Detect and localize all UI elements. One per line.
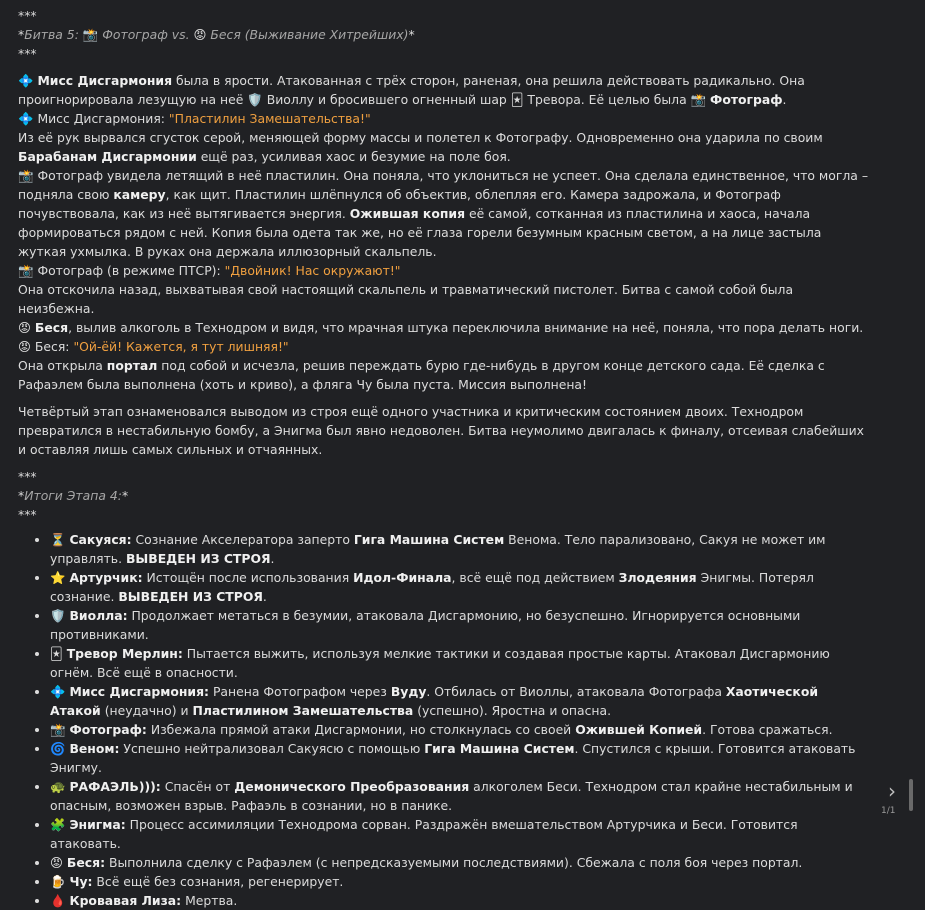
emoji-icon: 💠 <box>18 73 34 88</box>
text-segment: Продолжает метаться в безумии, атаковала Дисгармонию, но безуспешно. Игнорируется основными противниками. <box>50 608 801 642</box>
bold-text: Ожившей Копией <box>575 722 703 737</box>
bold-text: Беся <box>34 320 69 335</box>
story-line <box>18 128 868 166</box>
list-item <box>50 739 868 777</box>
story-line <box>18 280 868 318</box>
emoji-icon: 💠 <box>50 684 66 699</box>
emoji-icon: 🛡️ <box>247 92 263 107</box>
list-item <box>50 568 868 606</box>
story-line <box>18 25 868 44</box>
paragraph-gap <box>18 459 868 467</box>
text-segment: (неудачно) и <box>100 703 193 718</box>
text-segment: Она открыла <box>18 358 107 373</box>
bold-text: Тревор Мерлин: <box>66 646 183 661</box>
text-segment: Выполнила сделку с Рафаэлем (с непредсказуемыми последствиями). Сбежала с поля боя через портал. <box>105 855 803 870</box>
emoji-icon: 🐢 <box>50 779 66 794</box>
emoji-icon: 😡 <box>50 855 63 870</box>
text-segment: *** <box>18 469 37 484</box>
bold-text: Идол-Финала <box>353 570 452 585</box>
text-segment: . Спустился с крыши. Готовится атаковать Энигму. <box>50 741 856 775</box>
text-segment: ещё раз, усиливая хаос и безумие на поле боя. <box>196 149 511 164</box>
emoji-icon: ⏳ <box>50 532 66 547</box>
story-line <box>18 44 868 63</box>
quote-text: "Двойник! Нас окружают!" <box>224 263 401 278</box>
emoji-icon: 📸 <box>690 92 707 107</box>
list-item <box>50 644 868 682</box>
emoji-icon: 🛡️ <box>50 608 66 623</box>
text-segment: Сознание Акселератора заперто <box>131 532 354 547</box>
text-segment: . Отбилась от Виоллы, атаковала Фотографа <box>426 684 726 699</box>
italic-text: Беся (Выживание Хитрейших) <box>210 27 409 42</box>
emoji-icon: 📸 <box>82 27 99 42</box>
paragraph-gap <box>18 63 868 71</box>
list-item <box>50 530 868 568</box>
list-item <box>50 606 868 644</box>
bold-text: Гига Машина Систем <box>424 741 575 756</box>
text-segment: Венома. Тело парализовано, Сакуя не может им управлять. <box>50 532 826 566</box>
message-content <box>18 6 868 910</box>
text-segment: Фотограф (в режиме ПТСР): <box>37 263 225 278</box>
text-segment: Спасён от <box>160 779 235 794</box>
text-segment: Истощён после использования <box>142 570 354 585</box>
italic-text: Битва 5: <box>24 27 83 42</box>
bold-text: Ожившая копия <box>349 206 466 221</box>
text-segment: . Готова сражаться. <box>702 722 833 737</box>
emoji-icon: 😡 <box>18 320 31 335</box>
story-line <box>18 467 868 486</box>
text-segment: Всё ещё без сознания, регенерирует. <box>92 874 344 889</box>
text-segment: Мисс Дисгармония: <box>37 111 169 126</box>
story-line <box>18 337 868 356</box>
story-line <box>18 71 868 109</box>
text-segment: * <box>18 488 25 503</box>
story-line <box>18 6 868 25</box>
list-item <box>50 777 868 815</box>
text-segment: . <box>262 589 267 604</box>
bold-text: Фотограф <box>710 92 783 107</box>
bold-text: Барабанам Дисгармонии <box>18 149 197 164</box>
text-segment: Пытается выжить, используя мелкие тактики и создавая простые карты. Атаковал Дисгармонию огнём. Всё ещё в опасности. <box>50 646 830 680</box>
bold-text: Виолла: <box>69 608 128 623</box>
bold-text: Вуду <box>390 684 427 699</box>
list-item <box>50 853 868 872</box>
bold-text: Чу: <box>69 874 93 889</box>
bold-text: Гига Машина Систем <box>353 532 505 547</box>
scrollbar-thumb[interactable] <box>909 779 913 811</box>
text-segment: её самой, сотканная из пластилина и хаоса, начала формироваться рядом с ней. Копия была одета так же, но её глаза горели безумным красным светом, а на лице застыла жуткая ухмылка. В руках она держала иллюзорный скальпель. <box>18 206 822 259</box>
text-segment: Из её рук вырвался сгусток серой, меняющей форму массы и полетел к Фотографу. Одновременно она ударила по своим <box>18 130 823 145</box>
list-item <box>50 891 868 910</box>
paragraph-gap <box>18 394 868 402</box>
bold-text: Мисс Дисгармония: <box>69 684 210 699</box>
list-item <box>50 720 868 739</box>
story-line <box>18 261 868 280</box>
bold-text: портал <box>106 358 158 373</box>
text-segment: * <box>121 488 129 503</box>
text-segment: Тревора. Её целью была <box>527 92 691 107</box>
text-segment: * <box>408 27 415 42</box>
text-segment: Ранена Фотографом через <box>209 684 391 699</box>
text-segment: . <box>782 92 787 107</box>
emoji-icon: 🩸 <box>50 893 66 908</box>
bold-text: Энигма: <box>69 817 126 832</box>
emoji-icon: 🧩 <box>50 817 66 832</box>
bold-text: РАФАЭЛЬ))): <box>69 779 161 794</box>
bold-text: Злодеяния <box>618 570 697 585</box>
emoji-icon: 💠 <box>18 111 34 126</box>
list-item <box>50 872 868 891</box>
text-segment: алкоголем Беси. Технодром стал крайне нестабильным и опасным, возможен взрыв. Рафаэль в сознании, но в панике. <box>50 779 853 813</box>
bold-text: Мисс Дисгармония <box>37 73 173 88</box>
bold-text: камеру <box>113 187 166 202</box>
bold-text: ВЫВЕДЕН ИЗ СТРОЯ <box>118 589 263 604</box>
text-segment: , всё ещё под действием <box>451 570 619 585</box>
text-segment: Мертва. <box>181 893 238 908</box>
bold-text: Хаотической Атакой <box>50 684 819 718</box>
emoji-icon: 😡 <box>193 27 207 42</box>
emoji-icon: 😡 <box>18 339 31 354</box>
story-line <box>18 402 868 459</box>
text-segment: Избежала прямой атаки Дисгармонии, но столкнулась со своей <box>146 722 576 737</box>
emoji-icon: 🍺 <box>50 874 66 889</box>
bold-text: ВЫВЕДЕН ИЗ СТРОЯ <box>125 551 271 566</box>
emoji-icon: 📸 <box>18 263 34 278</box>
text-segment: была в ярости. Атакованная с трёх сторон, раненая, она решила действовать радикально. Она проигнорировала лезущую на неё <box>18 73 805 107</box>
story-line <box>18 109 868 128</box>
text-segment: Она отскочила назад, выхватывая свой настоящий скальпель и травматический пистолет. Битва с самой собой была неизбежна. <box>18 282 794 316</box>
emoji-icon: 📸 <box>50 722 66 737</box>
text-segment: Успешно нейтрализовал Сакуясю с помощью <box>119 741 425 756</box>
text-segment: Процесс ассимиляции Технодрома сорван. Раздражён вмешательством Артурчика и Беси. Готовится атаковать. <box>50 817 798 851</box>
bold-text: Демонического Преобразования <box>234 779 470 794</box>
bold-text: Сакуяся: <box>69 532 132 547</box>
text-segment: , как щит. Пластилин шлёпнулся об объектив, облепляя его. Камера задрожала, и Фотограф почувствовала, как из неё вытягивается энергия. <box>18 187 781 221</box>
text-segment: * <box>18 27 25 42</box>
story-line <box>18 356 868 394</box>
bold-text: Кровавая Лиза: <box>69 893 182 908</box>
chevron-right-icon[interactable]: › <box>888 779 896 803</box>
bold-text: Веном: <box>69 741 120 756</box>
text-segment: под собой и исчезла, решив переждать бурю где-нибудь в другом конце детского сада. Её сделка с Рафаэлем была выполнена (хоть и криво), а фляга Чу была пуста. Миссия выполнена! <box>18 358 825 392</box>
list-item <box>50 815 868 853</box>
text-segment: *** <box>18 8 37 23</box>
story-line <box>18 505 868 524</box>
text-segment: Фотограф увидела летящий в неё пластилин. Она поняла, что уклониться не успеет. Она сделала единственное, что могла – подняла свою <box>18 168 869 202</box>
italic-text: Фотограф vs. <box>102 27 194 42</box>
pager <box>879 779 915 821</box>
quote-text: "Пластилин Замешательства!" <box>168 111 371 126</box>
bold-text: Пластилином Замешательства <box>192 703 414 718</box>
emoji-icon: ⭐ <box>50 570 66 585</box>
story-line <box>18 486 868 505</box>
text-segment: Беся: <box>34 339 74 354</box>
text-segment: *** <box>18 46 37 61</box>
text-segment: *** <box>18 507 37 522</box>
emoji-icon: 🌀 <box>50 741 66 756</box>
story-line <box>18 166 868 261</box>
text-segment: Виоллу и бросившего огненный шар <box>266 92 511 107</box>
text-segment: (успешно). Яростна и опасна. <box>413 703 612 718</box>
italic-text: Итоги Этапа 4: <box>24 488 122 503</box>
bold-text: Артурчик: <box>69 570 143 585</box>
text-segment: Энигмы. Потерял сознание. <box>50 570 814 604</box>
text-segment: Четвёртый этап ознаменовался выводом из строя ещё одного участника и критическим состоянием двоих. Технодром превратился в нестабильную бомбу, а Энигма был явно недоволен. Битва неумолимо двигалась к финалу, отсеивая слабейших и оставляя лишь самых сильных и отчаянных. <box>18 404 864 457</box>
emoji-icon: 🃏 <box>50 646 63 661</box>
story-line <box>18 318 868 337</box>
list-item <box>50 682 868 720</box>
text-segment: . <box>270 551 275 566</box>
quote-text: "Ой-ёй! Кажется, я тут лишняя!" <box>73 339 289 354</box>
text-segment: , вылив алкоголь в Технодром и видя, что мрачная штука переключила внимание на неё, поняла, что пора делать ноги. <box>68 320 864 335</box>
emoji-icon: 🃏 <box>510 92 524 107</box>
bold-text: Беся: <box>66 855 106 870</box>
bold-text: Фотограф: <box>69 722 147 737</box>
emoji-icon: 📸 <box>18 168 34 183</box>
status-list <box>18 530 868 910</box>
page-counter: 1/1 <box>881 806 896 816</box>
